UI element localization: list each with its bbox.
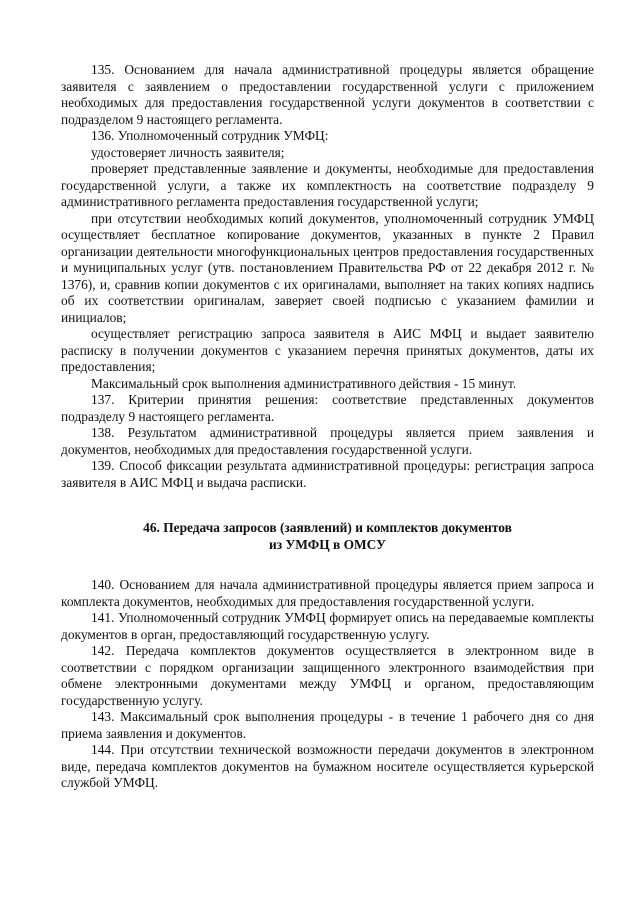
paragraph-143: 143. Максимальный срок выполнения процедуры - в течение 1 рабочего дня со дня приема заявления и документов. — [61, 709, 594, 741]
list-item-registration: осуществляет регистрацию запроса заявителя в АИС МФЦ и выдает заявителю расписку в получении документов с указанием перечня принятых документов, даты их предоставления; — [61, 326, 594, 374]
list-item-copying: при отсутствии необходимых копий документов, уполномоченный сотрудник УМФЦ осуществляет бесплатное копирование документов, указанных в пункте 2 Правил организации деятельности многофункциональных центров предоставления государственных и муниципальных услуг (утв. постановлением Правительства РФ от 22 декабря 2012 г. № 1376), и, сравнив копии документов с их оригиналами, выполняет на таких копиях надпись об их соответствии оригиналам, заверяет своей подписью с указанием фамилии и инициалов; — [61, 210, 594, 325]
paragraph-137: 137. Критерии принятия решения: соответствие представленных документов подразделу 9 настоящего регламента. — [61, 392, 594, 424]
section-heading-line-2: из УМФЦ в ОМСУ — [269, 536, 386, 552]
list-item-identity: удостоверяет личность заявителя; — [91, 144, 285, 160]
paragraph-144: 144. При отсутствии технической возможности передачи документов в электронном виде, передача комплектов документов на бумажном носителе осуществляется курьерской службой УМФЦ. — [61, 742, 594, 790]
paragraph-140: 140. Основанием для начала административной процедуры является прием запроса и комплекта документов, необходимых для предоставления государственной услуги. — [61, 577, 594, 609]
paragraph-135: 135. Основанием для начала административной процедуры является обращение заявителя с заявлением о предоставлении государственной услуги с приложением необходимых для предоставления государственной услуги документов в соответствии с подразделом 9 настоящего регламента. — [61, 62, 594, 127]
paragraph-142: 142. Передача комплектов документов осуществляется в электронном виде в соответствии с порядком организации защищенного электронного взаимодействия при обмене электронными документами между УМФЦ и органом, предоставляющим государственную услугу. — [61, 643, 594, 708]
paragraph-139: 139. Способ фиксации результата административной процедуры: регистрация запроса заявителя в АИС МФЦ и выдача расписки. — [61, 458, 594, 490]
paragraph-141: 141. Уполномоченный сотрудник УМФЦ формирует опись на передаваемые комплекты документов в орган, предоставляющий государственную услугу. — [61, 610, 594, 642]
list-item-check-documents: проверяет представленные заявление и документы, необходимые для предоставления государственной услуги, а также их комплектность на соответствие подразделу 9 административного регламента предоставления государственной услуги; — [61, 161, 594, 209]
paragraph-max-time: Максимальный срок выполнения административного действия - 15 минут. — [91, 375, 517, 391]
paragraph-136: 136. Уполномоченный сотрудник УМФЦ: — [91, 128, 329, 143]
paragraph-138: 138. Результатом административной процедуры является прием заявления и документов, необходимых для предоставления государственной услуги. — [61, 425, 594, 457]
section-heading — [61, 520, 594, 553]
section-heading-line-1: 46. Передача запросов (заявлений) и комплектов документов — [143, 520, 512, 535]
